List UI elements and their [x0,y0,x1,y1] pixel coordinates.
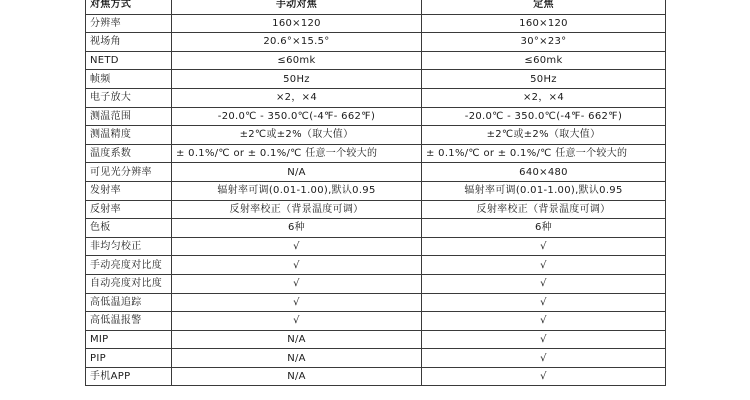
fixed-focus-value: 辐射率可调(0.01-1.00),默认0.95 [422,181,666,200]
table-row [86,237,666,256]
manual-focus-value: √ [172,274,422,293]
row-label: 高低温追踪 [86,293,172,312]
fixed-focus-value: 160×120 [422,14,666,33]
manual-focus-value: ± 0.1%/℃ or ± 0.1%/℃ 任意一个较大的 [172,144,422,163]
table-row [86,163,666,182]
row-label: 电子放大 [86,88,172,107]
fixed-focus-value: √ [422,330,666,349]
row-label: 手机APP [86,367,172,386]
manual-focus-value: 50Hz [172,70,422,89]
manual-focus-value: N/A [172,367,422,386]
row-label: 测温精度 [86,126,172,145]
fixed-focus-value: ±2℃或±2%（取大值） [422,126,666,145]
fixed-focus-value: 640×480 [422,163,666,182]
row-label: 反射率 [86,200,172,219]
table-row [86,126,666,145]
table-row [86,107,666,126]
table-row [86,293,666,312]
manual-focus-value: -20.0℃ - 350.0℃(-4℉- 662℉) [172,107,422,126]
row-label: 视场角 [86,33,172,52]
table-header-row [86,0,666,14]
row-label: 色板 [86,219,172,238]
row-label: MIP [86,330,172,349]
spec-table [85,0,666,386]
header-fixed-focus: 定焦 [422,0,666,14]
manual-focus-value: √ [172,256,422,275]
table-row [86,367,666,386]
header-manual-focus: 手动对焦 [172,0,422,14]
table-row [86,200,666,219]
table-row [86,144,666,163]
manual-focus-value: 6种 [172,219,422,238]
fixed-focus-value: 30°×23° [422,33,666,52]
row-label: 发射率 [86,181,172,200]
table-row [86,349,666,368]
fixed-focus-value: √ [422,312,666,331]
row-label: 温度系数 [86,144,172,163]
table-row [86,330,666,349]
row-label: 帧频 [86,70,172,89]
fixed-focus-value: -20.0℃ - 350.0℃(-4℉- 662℉) [422,107,666,126]
table-row [86,219,666,238]
manual-focus-value: ±2℃或±2%（取大值） [172,126,422,145]
fixed-focus-value: 6种 [422,219,666,238]
row-label: NETD [86,51,172,70]
row-label: 手动亮度对比度 [86,256,172,275]
row-label: 高低温报警 [86,312,172,331]
fixed-focus-value: √ [422,367,666,386]
table-row [86,274,666,293]
fixed-focus-value: 50Hz [422,70,666,89]
manual-focus-value: ≤60mk [172,51,422,70]
fixed-focus-value: √ [422,237,666,256]
row-label: 可见光分辨率 [86,163,172,182]
table-row [86,51,666,70]
fixed-focus-value: 反射率校正（背景温度可调） [422,200,666,219]
manual-focus-value: √ [172,237,422,256]
row-label: 自动亮度对比度 [86,274,172,293]
manual-focus-value: 反射率校正（背景温度可调） [172,200,422,219]
manual-focus-value: N/A [172,349,422,368]
table-row [86,312,666,331]
manual-focus-value: N/A [172,330,422,349]
fixed-focus-value: ≤60mk [422,51,666,70]
table-row [86,256,666,275]
table-row [86,14,666,33]
header-focus-mode-label: 对焦方式 [86,0,172,14]
manual-focus-value: ×2，×4 [172,88,422,107]
manual-focus-value: 160×120 [172,14,422,33]
fixed-focus-value: √ [422,349,666,368]
table-row [86,33,666,52]
fixed-focus-value: ± 0.1%/℃ or ± 0.1%/℃ 任意一个较大的 [422,144,666,163]
manual-focus-value: √ [172,293,422,312]
row-label: 测温范围 [86,107,172,126]
manual-focus-value: √ [172,312,422,331]
fixed-focus-value: ×2，×4 [422,88,666,107]
row-label: 非均匀校正 [86,237,172,256]
row-label: 分辨率 [86,14,172,33]
manual-focus-value: N/A [172,163,422,182]
table-row [86,70,666,89]
fixed-focus-value: √ [422,293,666,312]
table-row [86,181,666,200]
row-label: PIP [86,349,172,368]
manual-focus-value: 20.6°×15.5° [172,33,422,52]
fixed-focus-value: √ [422,274,666,293]
manual-focus-value: 辐射率可调(0.01-1.00),默认0.95 [172,181,422,200]
fixed-focus-value: √ [422,256,666,275]
table-row [86,88,666,107]
